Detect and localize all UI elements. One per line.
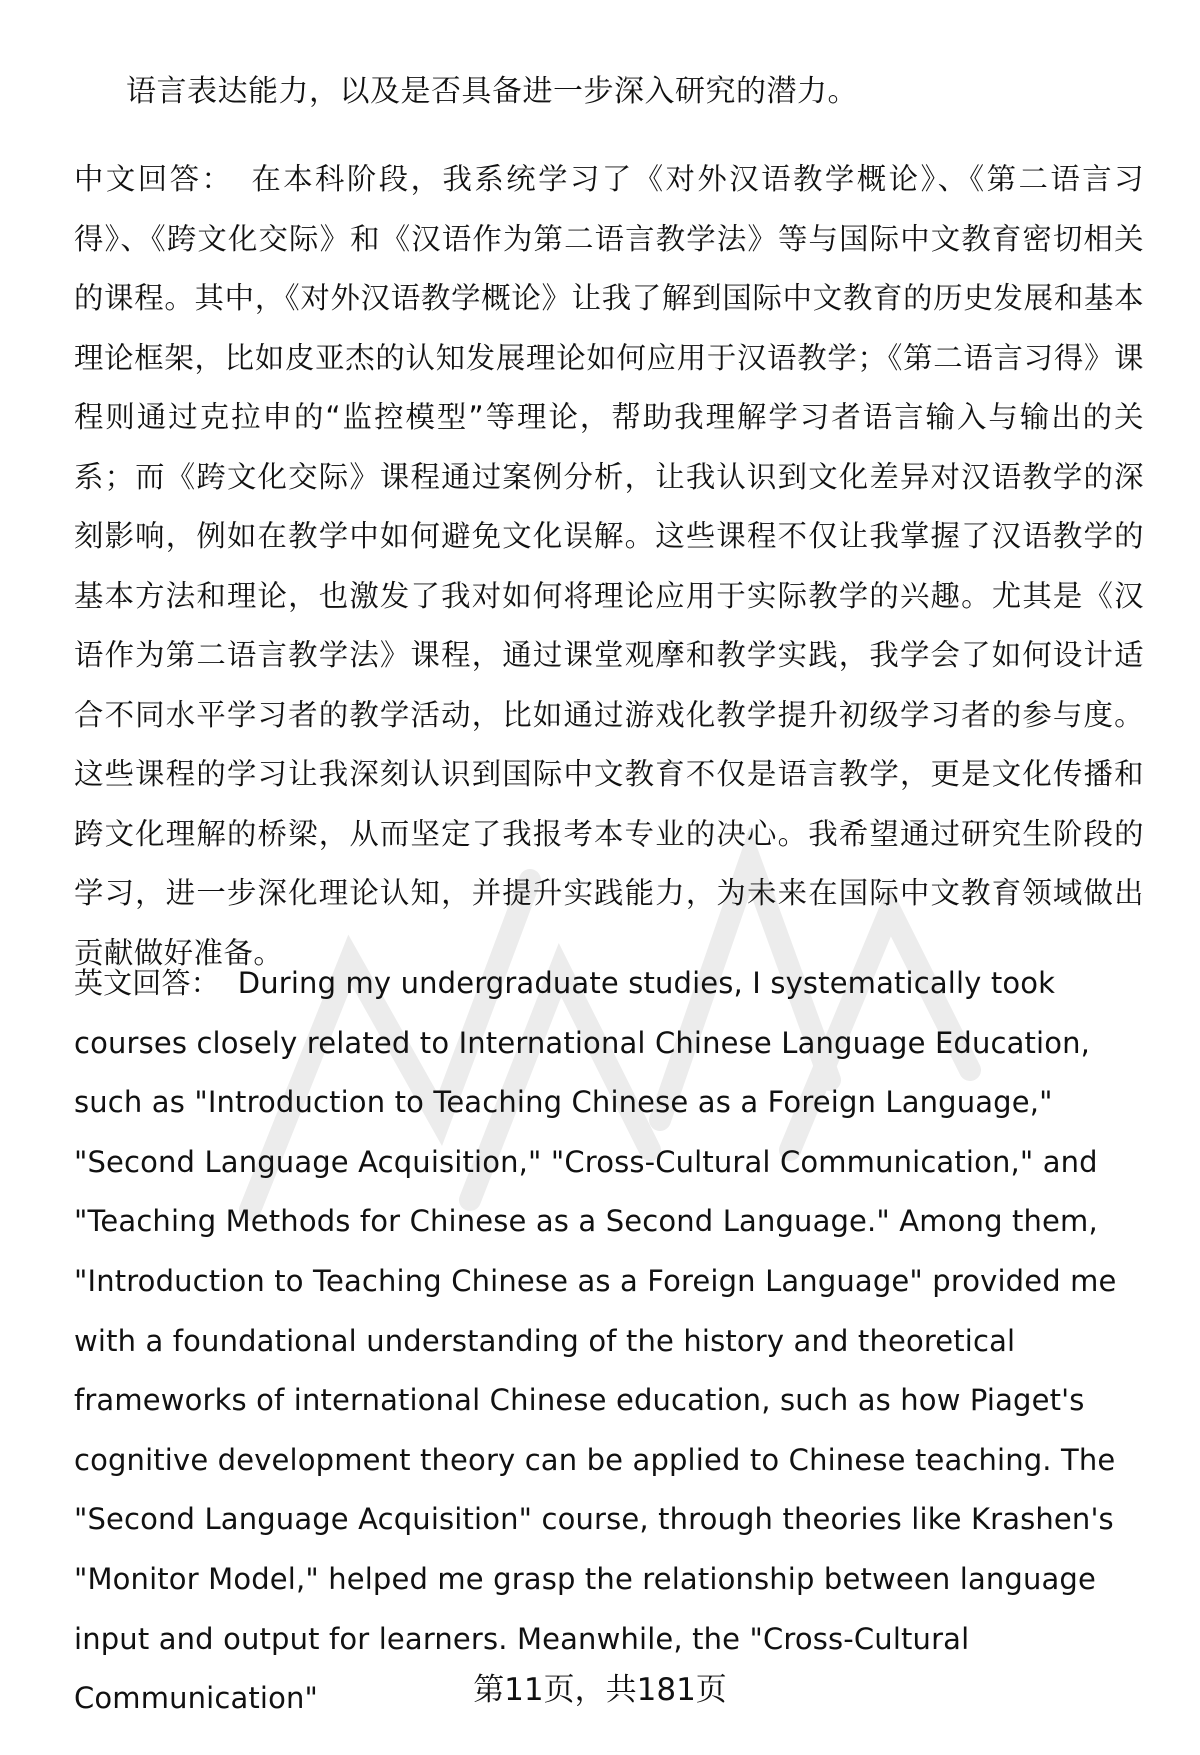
- english-answer-label: 英文回答：: [74, 966, 220, 1000]
- chinese-answer-label: 中文回答：: [74, 162, 234, 196]
- english-answer-paragraph: [74, 954, 1144, 1729]
- chinese-answer-text: 在本科阶段，我系统学习了《对外汉语教学概论》、《第二语言习得》、《跨文化交际》和《汉语作为第二语言教学法》等与国际中文教育密切相关的课程。其中，《对外汉语教学概论》让我了解到国际中文教育的历史发展和基本理论框架，比如皮亚杰的认知发展理论如何应用于汉语教学；《第二语言习得》课程则通过克拉申的“监控模型”等理论，帮助我理解学习者语言输入与输出的关系；而《跨文化交际》课程通过案例分析，让我认识到文化差异对汉语教学的深刻影响，例如在教学中如何避免文化误解。这些课程不仅让我掌握了汉语教学的基本方法和理论，也激发了我对如何将理论应用于实际教学的兴趣。尤其是《汉语作为第二语言教学法》课程，通过课堂观摩和教学实践，我学会了如何设计适合不同水平学习者的教学活动，比如通过游戏化教学提升初级学习者的参与度。这些课程的学习让我深刻认识到国际中文教育不仅是语言教学，更是文化传播和跨文化理解的桥梁，从而坚定了我报考本专业的决心。我希望通过研究生阶段的学习，进一步深化理论认知，并提升实践能力，为未来在国际中文教育领域做出贡献做好准备。: [74, 162, 1144, 970]
- english-answer-text: During my undergraduate studies, I systematically took courses closely related to International Chinese Language Education, such as "Introduction to Teaching Chinese as a Foreign Language," "Second Language Acquisition," "Cross-Cultural Communication," and "Teaching Methods for Chinese as a Second Language." Among them, "Introduction to Teaching Chinese as a Foreign Language" provided me with a foundational understanding of the history and theoretical frameworks of international Chinese education, such as how Piaget's cognitive development theory can be applied to Chinese teaching. The "Second Language Acquisition" course, through theories like Krashen's "Monitor Model," helped me grasp the relationship between language input and output for learners. Meanwhile, the "Cross-Cultural Communication": [74, 966, 1117, 1716]
- page-indicator: 第11页，共181页: [473, 1672, 727, 1708]
- intro-line: 语言表达能力，以及是否具备进一步深入研究的潜力。: [126, 74, 858, 109]
- chinese-answer-paragraph: [74, 150, 1144, 983]
